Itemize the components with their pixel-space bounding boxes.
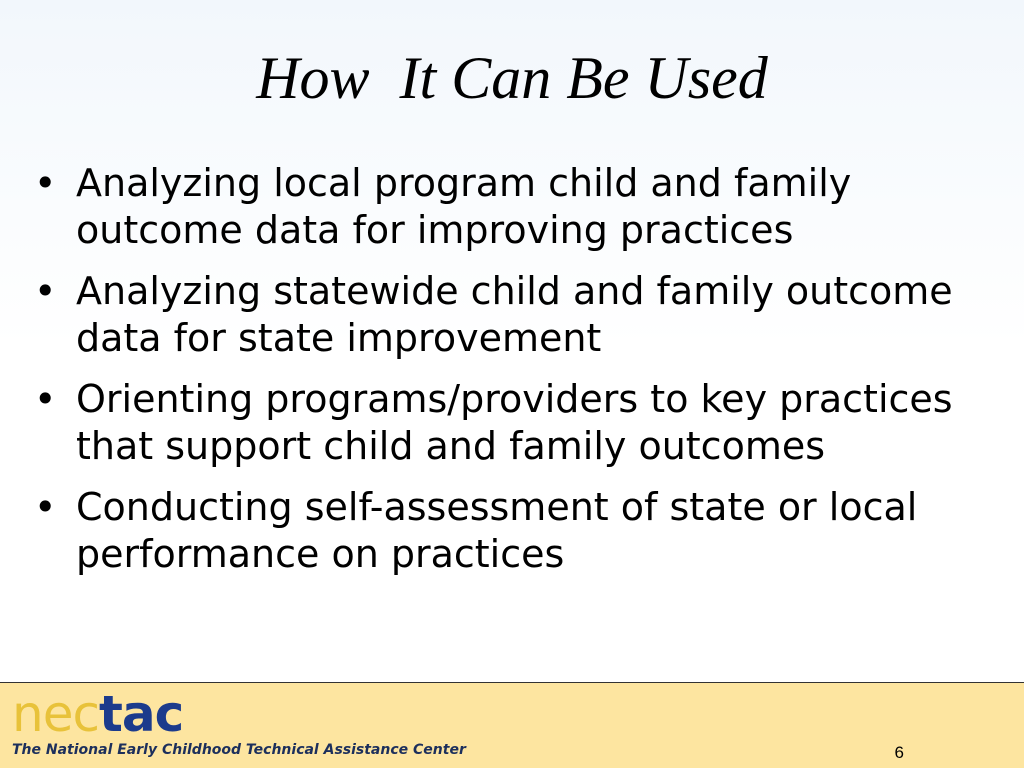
bullet-icon: • [34, 269, 57, 313]
bullet-text-3: Orienting programs/providers to key practices that support child and family outcomes [76, 377, 953, 468]
nectac-logo [12, 685, 184, 743]
bullet-text-2: Analyzing statewide child and family outcome data for state improvement [76, 269, 953, 360]
organization-name: The National Early Childhood Technical Assistance Center [12, 742, 466, 758]
bullet-item-1 [30, 160, 990, 254]
bullet-item-4 [30, 484, 990, 578]
bullet-list [30, 160, 990, 592]
footer-bar [0, 682, 1024, 768]
slide-title: How It Can Be Used [256, 45, 768, 111]
bullet-icon: • [34, 485, 57, 529]
bullet-item-2 [30, 268, 990, 362]
logo-nec-text: nec [12, 685, 99, 743]
bullet-text-4: Conducting self-assessment of state or local performance on practices [76, 485, 918, 576]
bullet-item-3 [30, 376, 990, 470]
logo-tac-text: tac [98, 685, 184, 743]
bullet-icon: • [34, 377, 57, 421]
bullet-icon: • [34, 161, 57, 205]
page-number: 6 [894, 743, 904, 762]
bullet-text-1: Analyzing local program child and family outcome data for improving practices [76, 161, 852, 252]
